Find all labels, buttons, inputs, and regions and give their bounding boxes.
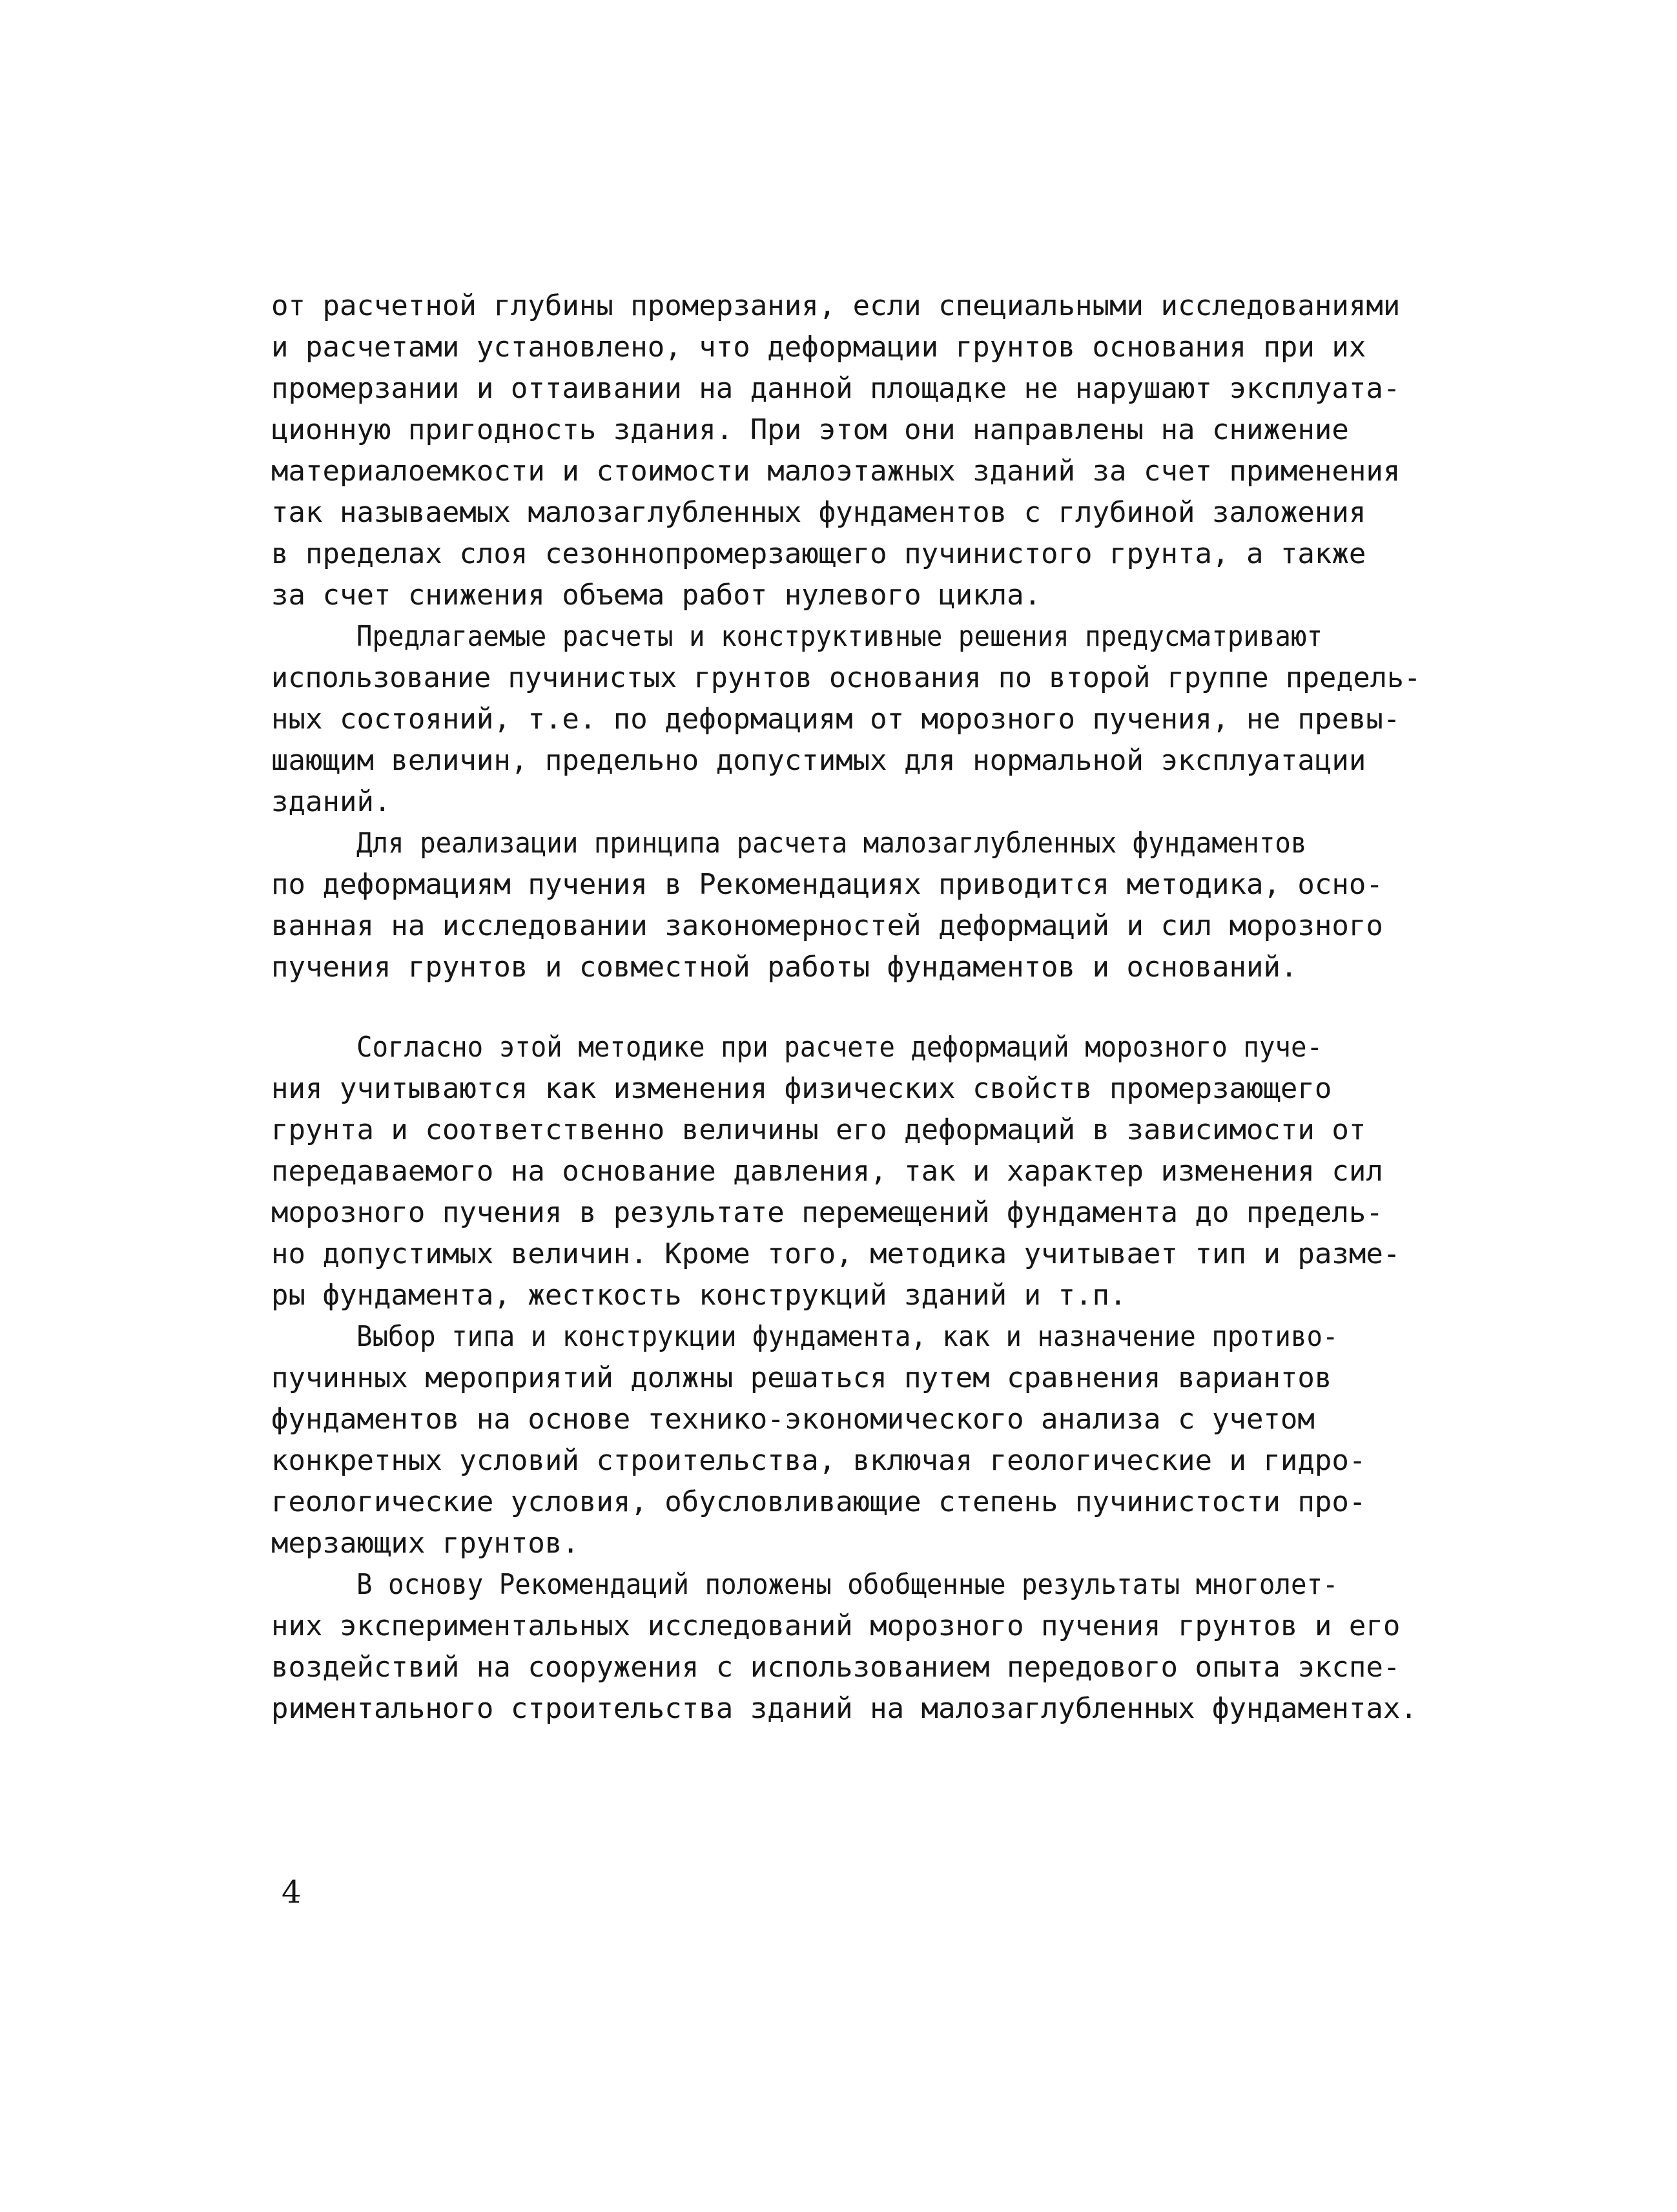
text-line: них экспериментальных исследований морозного пучения грунтов и его: [271, 1609, 1401, 1642]
page-number: 4: [282, 1874, 302, 1910]
text-line: но допустимых величин. Кроме того, методика учитывает тип и разме-: [271, 1237, 1401, 1270]
text-line: фундаментов на основе технико-экономического анализа с учетом: [271, 1403, 1315, 1436]
text-line: передаваемого на основание давления, так и характер изменения сил: [271, 1155, 1383, 1188]
text-line: Для реализации принципа расчета малозаглубленных фундаментов: [356, 827, 1307, 860]
text-line: Согласно этой методике при расчете деформаций морозного пуче-: [356, 1031, 1323, 1064]
text-line: Выбор типа и конструкции фундамента, как и назначение противо-: [356, 1320, 1339, 1353]
text-line: морозного пучения в результате перемещений фундамента до предель-: [271, 1196, 1383, 1229]
text-line: ния учитываются как изменения физических свойств промерзающего: [271, 1072, 1332, 1105]
text-line: использование пучинистых грунтов основания по второй группе предель-: [271, 661, 1421, 694]
text-line: ры фундамента, жесткость конструкций зданий и т.п.: [271, 1279, 1127, 1312]
text-line: геологические условия, обусловливающие степень пучинистости про-: [271, 1485, 1366, 1518]
text-line: ванная на исследовании закономерностей деформаций и сил морозного: [271, 909, 1383, 942]
text-line: шающим величин, предельно допустимых для нормальной эксплуатации: [271, 744, 1366, 777]
text-line: материалоемкости и стоимости малоэтажных зданий за счет применения: [271, 455, 1401, 488]
text-line: грунта и соответственно величины его деформаций в зависимости от: [271, 1113, 1366, 1146]
text-line: ционную пригодность здания. При этом они направлены на снижение: [271, 413, 1349, 446]
text-line: пучинных мероприятий должны решаться путем сравнения вариантов: [271, 1361, 1332, 1394]
text-line: воздействий на сооружения с использованием передового опыта экспе-: [271, 1651, 1401, 1684]
text-line: конкретных условий строительства, включая геологические и гидро-: [271, 1444, 1366, 1477]
text-line: в пределах слоя сезоннопромерзающего пучинистого грунта, а также: [271, 537, 1366, 570]
text-line: Предлагаемые расчеты и конструктивные решения предусматривают: [356, 620, 1323, 653]
text-line: от расчетной глубины промерзания, если специальными исследованиями: [271, 289, 1401, 322]
text-line: и расчетами установлено, что деформации грунтов основания при их: [271, 331, 1366, 364]
text-line: промерзании и оттаивании на данной площадке не нарушают эксплуата-: [271, 372, 1401, 405]
text-line: В основу Рекомендаций положены обобщенные результаты многолет-: [356, 1568, 1339, 1601]
text-line: риментального строительства зданий на малозаглубленных фундаментах.: [271, 1692, 1417, 1725]
text-line: зданий.: [271, 785, 391, 818]
text-line: мерзающих грунтов.: [271, 1527, 579, 1560]
text-line: по деформациям пучения в Рекомендациях приводится методика, осно-: [271, 868, 1383, 901]
text-line: за счет снижения объема работ нулевого цикла.: [271, 579, 1042, 612]
text-line: ных состояний, т.е. по деформациям от морозного пучения, не превы-: [271, 703, 1401, 736]
text-line: пучения грунтов и совместной работы фундаментов и оснований.: [271, 951, 1298, 984]
text-line: так называемых малозаглубленных фундаментов с глубиной заложения: [271, 496, 1366, 529]
